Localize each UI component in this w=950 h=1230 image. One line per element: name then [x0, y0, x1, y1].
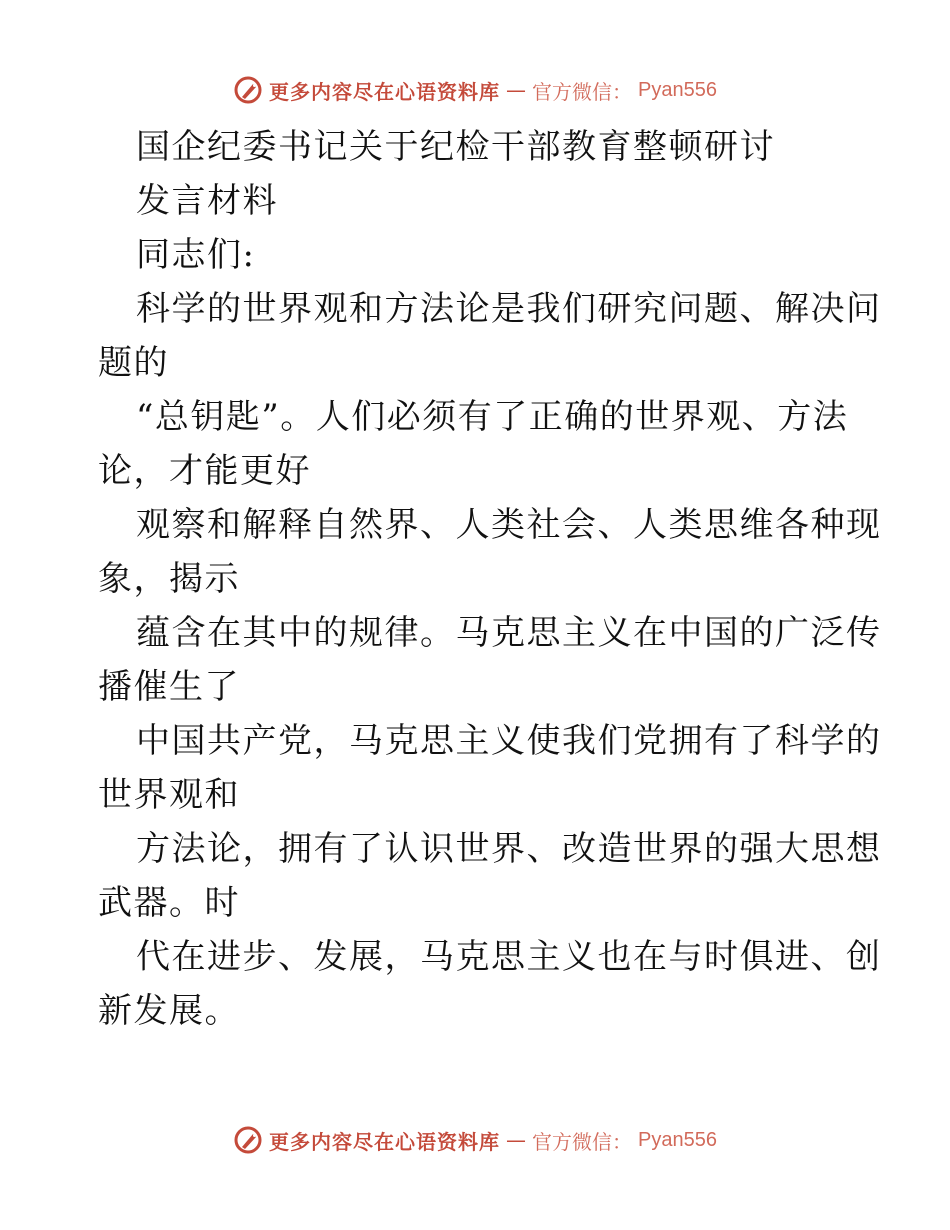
pen-circle-logo-icon	[233, 1125, 263, 1155]
doc-line: 武器。时	[98, 883, 240, 923]
doc-line: 播催生了	[98, 667, 240, 707]
doc-salutation: 同志们:	[136, 235, 256, 275]
document-body	[98, 120, 882, 1038]
doc-line: 新发展。	[98, 991, 240, 1031]
doc-line: 科学的世界观和方法论是我们研究问题、解决问	[136, 289, 882, 329]
watermark-brand: 更多内容尽在心语资料库	[269, 1129, 501, 1154]
watermark-wechat-label: 官方微信：	[532, 1129, 633, 1154]
doc-line: 世界观和	[98, 775, 240, 815]
doc-line: “总钥匙”。人们必须有了正确的世界观、方法	[136, 397, 849, 437]
doc-line: 代在进步、发展，马克思主义也在与时俱进、创	[136, 937, 882, 977]
doc-line: 象，揭示	[98, 559, 240, 599]
watermark-wechat-id: Pyan556	[638, 1128, 717, 1151]
pen-circle-logo-icon	[233, 75, 263, 105]
watermark-separator: —	[506, 1128, 527, 1152]
doc-line: 题的	[98, 343, 169, 383]
doc-title-line-2: 发言材料	[136, 181, 278, 221]
doc-line: 观察和解释自然界、人类社会、人类思维各种现	[136, 505, 882, 545]
header-watermark	[0, 70, 950, 110]
doc-line: 蕴含在其中的规律。马克思主义在中国的广泛传	[136, 613, 882, 653]
doc-line: 中国共产党，马克思主义使我们党拥有了科学的	[136, 721, 882, 761]
doc-line: 方法论，拥有了认识世界、改造世界的强大思想	[136, 829, 882, 869]
watermark-separator: —	[506, 78, 527, 102]
doc-title-line-1: 国企纪委书记关于纪检干部教育整顿研讨	[136, 127, 775, 167]
watermark-wechat-id: Pyan556	[638, 78, 717, 101]
watermark-wechat-label: 官方微信：	[532, 79, 633, 104]
footer-watermark	[0, 1120, 950, 1160]
watermark-brand: 更多内容尽在心语资料库	[269, 79, 501, 104]
doc-line: 论，才能更好	[98, 451, 311, 491]
